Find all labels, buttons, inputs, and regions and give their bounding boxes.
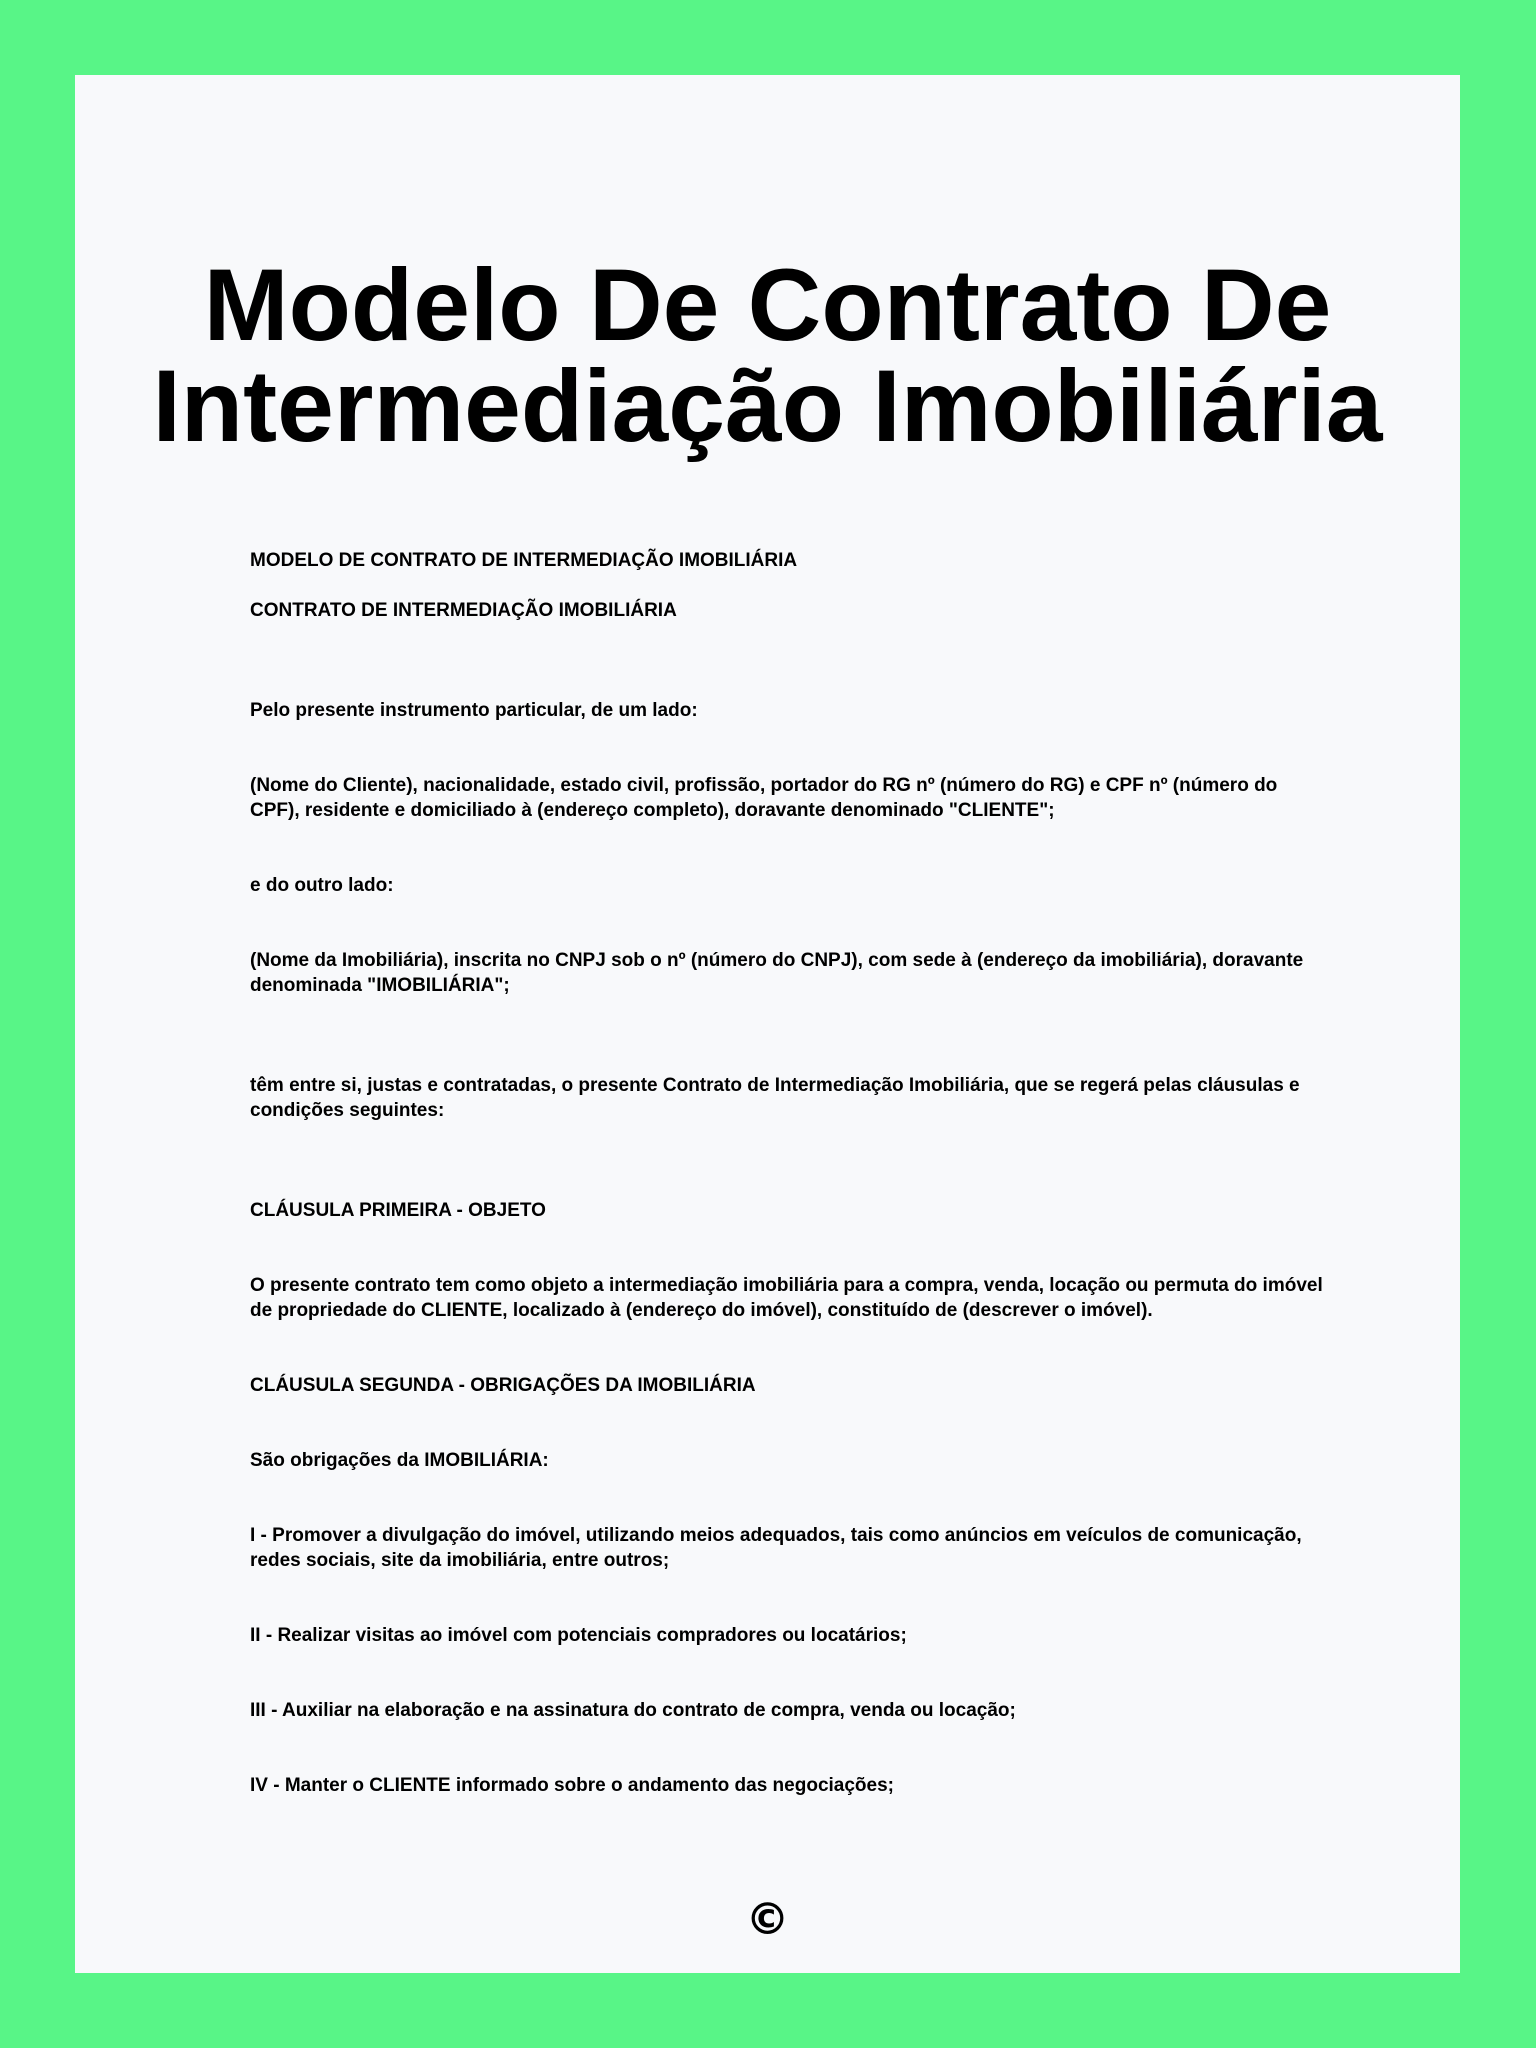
document-title: [75, 248, 1460, 463]
paragraph: e do outro lado:: [250, 875, 394, 896]
paragraph: São obrigações da IMOBILIÁRIA:: [250, 1450, 549, 1471]
list-item: II - Realizar visitas ao imóvel com potenciais compradores ou locatários;: [250, 1625, 907, 1646]
copyright-icon: ©: [745, 1894, 790, 1945]
list-item: III - Auxiliar na elaboração e na assinatura do contrato de compra, venda ou locação;: [250, 1700, 1016, 1721]
client-paragraph: (Nome do Cliente), nacionalidade, estado civil, profissão, portador do RG nº (número do RG) e CPF nº (número do CPF), residente e domiciliado à (endereço completo), doravante denominado "CLIENTE";: [250, 775, 1278, 821]
title-line-2: Intermediação Imobiliária: [152, 349, 1383, 463]
list-item: I - Promover a divulgação do imóvel, utilizando meios adequados, tais como anúncios em veículos de comunicação, redes sociais, site da imobiliária, entre outros;: [250, 1525, 1302, 1571]
contract-heading: CONTRATO DE INTERMEDIAÇÃO IMOBILIÁRIA: [250, 600, 677, 621]
document-page: [75, 75, 1460, 1973]
paragraph: Pelo presente instrumento particular, de um lado:: [250, 700, 698, 721]
list-item: IV - Manter o CLIENTE informado sobre o andamento das negociações;: [250, 1775, 894, 1796]
agency-paragraph: (Nome da Imobiliária), inscrita no CNPJ sob o nº (número do CNPJ), com sede à (endereço da imobiliária), doravante denominada "IMOBILIÁRIA";: [250, 950, 1304, 996]
title-line-1: Modelo De Contrato De: [203, 248, 1332, 362]
doc-heading: MODELO DE CONTRATO DE INTERMEDIAÇÃO IMOBILIÁRIA: [250, 550, 798, 571]
clause-paragraph: O presente contrato tem como objeto a intermediação imobiliária para a compra, venda, locação ou permuta do imóvel de propriedade do CLIENTE, localizado à (endereço do imóvel), constituído de (descrever o imóvel).: [250, 1275, 1323, 1321]
paragraph: têm entre si, justas e contratadas, o presente Contrato de Intermediação Imobiliária, que se regerá pelas cláusulas e condições seguintes:: [250, 1075, 1300, 1121]
clause-heading-2: CLÁUSULA SEGUNDA - OBRIGAÇÕES DA IMOBILIÁRIA: [250, 1375, 756, 1396]
clause-heading-1: CLÁUSULA PRIMEIRA - OBJETO: [250, 1200, 546, 1221]
